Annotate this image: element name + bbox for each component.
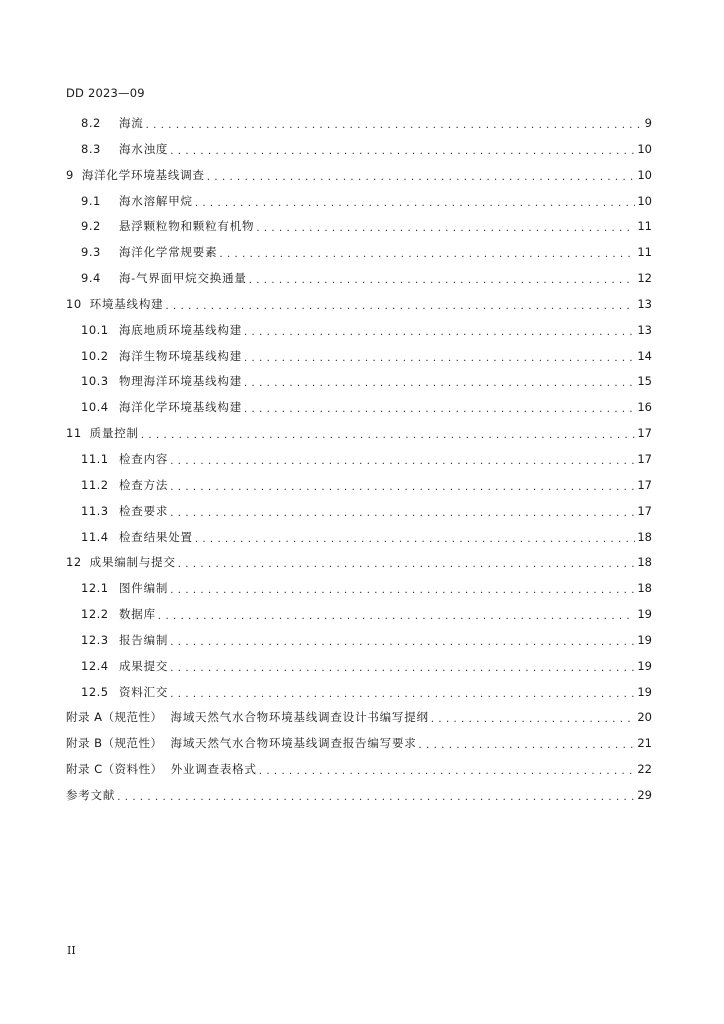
toc-dot-leader [419, 737, 636, 749]
toc-entry-title: 数据库 [119, 607, 156, 622]
toc-entry-number: 11.1 [81, 451, 109, 466]
toc-entry[interactable] [66, 218, 652, 244]
toc-entry-page: 9 [644, 116, 652, 130]
toc-entry-number: 10 [66, 296, 82, 311]
toc-entry[interactable] [66, 399, 652, 425]
toc-dot-leader [431, 711, 636, 723]
toc-entry-title: 检查要求 [119, 503, 169, 518]
toc-entry-page: 17 [637, 477, 652, 492]
toc-entry-title: 海洋化学环境基线调查 [81, 167, 205, 182]
toc-entry-number: 9.1 [81, 193, 101, 208]
toc-entry-title: 检查结果处置 [119, 529, 193, 544]
toc-entry[interactable] [66, 348, 652, 374]
toc-entry-title: 成果提交 [119, 658, 169, 673]
toc-entry-number: 12.4 [81, 658, 109, 673]
toc-entry-page: 17 [637, 426, 652, 441]
toc-entry[interactable] [66, 529, 652, 555]
toc-dot-leader [146, 117, 642, 129]
toc-entry-title: 质量控制 [89, 426, 139, 441]
toc-entry-page: 17 [637, 503, 652, 518]
toc-dot-leader [170, 634, 635, 646]
toc-entry[interactable] [66, 735, 652, 761]
toc-entry-page: 17 [637, 451, 652, 466]
toc-entry-page: 18 [637, 581, 652, 596]
toc-dot-leader [117, 789, 635, 801]
document-id: DD 2023—09 [66, 86, 145, 100]
toc-entry-page: 13 [637, 322, 652, 337]
toc-entry-number: 10.4 [81, 400, 109, 415]
toc-entry-number: 8.3 [81, 141, 101, 156]
toc-entry-page: 11 [637, 219, 652, 234]
toc-entry-number: 11.2 [81, 477, 109, 492]
toc-entry[interactable] [66, 244, 652, 270]
toc-entry[interactable] [66, 658, 652, 684]
toc-dot-leader [219, 246, 635, 258]
toc-entry-number: 11.3 [81, 503, 109, 518]
toc-entry[interactable] [66, 632, 652, 658]
toc-entry[interactable] [66, 425, 652, 451]
toc-entry[interactable] [66, 451, 652, 477]
toc-dot-leader [195, 531, 636, 543]
toc-dot-leader [207, 169, 636, 181]
toc-entry-page: 19 [637, 658, 652, 673]
toc-entry-page: 19 [637, 684, 652, 699]
toc-entry-title: 成果编制与提交 [89, 555, 176, 570]
toc-dot-leader [165, 298, 635, 310]
toc-entry-page: 12 [637, 271, 652, 286]
toc-entry-title: 图件编制 [119, 581, 169, 596]
toc-dot-leader [259, 763, 636, 775]
toc-entry-title: 海流 [119, 116, 144, 130]
toc-entry-page: 15 [637, 374, 652, 389]
toc-dot-leader [256, 220, 635, 232]
toc-entry-page: 13 [637, 296, 652, 311]
toc-entry-page: 29 [637, 787, 652, 802]
toc-entry-number: 11 [66, 426, 82, 441]
toc-entry-number: 附录 B（规范性） [66, 736, 163, 751]
toc-entry-page: 14 [637, 348, 652, 363]
toc-entry[interactable] [66, 270, 652, 296]
toc-entry[interactable] [66, 115, 652, 141]
toc-entry-number: 10.3 [81, 374, 109, 389]
toc-entry[interactable] [66, 322, 652, 348]
toc-entry-number: 12.2 [81, 607, 109, 622]
toc-entry-title: 海水浊度 [119, 141, 169, 156]
toc-entry-title: 参考文献 [66, 787, 116, 802]
toc-entry-page: 22 [637, 762, 652, 777]
toc-dot-leader [195, 195, 636, 207]
toc-entry-number: 11.4 [81, 529, 109, 544]
toc-entry-title: 检查方法 [119, 477, 169, 492]
toc-entry-page: 18 [637, 529, 652, 544]
toc-dot-leader [249, 272, 636, 284]
toc-dot-leader [244, 324, 635, 336]
toc-dot-leader [244, 375, 635, 387]
toc-dot-leader [141, 427, 636, 439]
toc-entry-page: 11 [637, 245, 652, 260]
toc-entry-number: 10.2 [81, 348, 109, 363]
toc-entry[interactable] [66, 787, 652, 813]
toc-entry-page: 16 [637, 400, 652, 415]
toc-entry-page: 20 [637, 710, 652, 725]
toc-entry-title: 检查内容 [119, 451, 169, 466]
toc-entry[interactable] [66, 761, 652, 787]
toc-entry-title: 海洋化学常规要素 [119, 245, 218, 260]
toc-entry-title: 海洋生物环境基线构建 [119, 348, 242, 363]
toc-entry-title: 悬浮颗粒物和颗粒有机物 [119, 219, 255, 234]
toc-entry[interactable] [66, 477, 652, 503]
toc-entry-page: 10 [637, 167, 652, 182]
toc-entry-page: 21 [637, 736, 652, 751]
toc-entry-title: 报告编制 [119, 632, 169, 647]
table-of-contents [66, 115, 652, 813]
toc-entry[interactable] [66, 503, 652, 529]
toc-entry-title: 海域天然气水合物环境基线调查设计书编写提纲 [170, 710, 429, 725]
toc-entry-number: 9 [66, 167, 74, 182]
toc-entry-number: 附录 A（规范性） [66, 710, 163, 725]
toc-dot-leader [170, 582, 635, 594]
toc-entry-page: 10 [637, 193, 652, 208]
toc-dot-leader [158, 608, 635, 620]
toc-entry-title: 海洋化学环境基线构建 [119, 400, 242, 415]
toc-entry[interactable] [66, 141, 652, 167]
toc-entry[interactable] [66, 684, 652, 710]
toc-entry-number: 9.2 [81, 219, 101, 234]
toc-entry-number: 12.3 [81, 632, 109, 647]
toc-dot-leader [170, 505, 635, 517]
toc-entry-title: 海域天然气水合物环境基线调查报告编写要求 [170, 736, 417, 751]
toc-dot-leader [170, 143, 635, 155]
toc-entry-number: 附录 C（资料性） [66, 762, 163, 777]
toc-entry-title: 物理海洋环境基线构建 [119, 374, 242, 389]
toc-entry[interactable] [66, 167, 652, 193]
toc-entry-title: 海-气界面甲烷交换通量 [119, 271, 247, 286]
toc-entry-title: 海水溶解甲烷 [119, 193, 193, 208]
toc-entry-number: 8.2 [81, 116, 101, 130]
toc-entry[interactable] [66, 554, 652, 580]
toc-entry-number: 12.5 [81, 684, 109, 699]
toc-entry[interactable] [66, 606, 652, 632]
toc-entry-title: 资料汇交 [119, 684, 169, 699]
toc-entry-title: 环境基线构建 [89, 296, 164, 311]
toc-entry[interactable] [66, 709, 652, 735]
toc-entry-page: 18 [637, 555, 652, 570]
toc-entry[interactable] [66, 580, 652, 606]
toc-dot-leader [170, 686, 635, 698]
toc-dot-leader [244, 350, 635, 362]
page-number: II [67, 944, 76, 957]
toc-entry[interactable] [66, 373, 652, 399]
toc-dot-leader [170, 453, 635, 465]
toc-entry-number: 12.1 [81, 581, 109, 596]
toc-entry-page: 19 [637, 607, 652, 622]
toc-entry-number: 10.1 [81, 322, 109, 337]
toc-entry-page: 10 [637, 141, 652, 156]
toc-entry-title: 海底地质环境基线构建 [119, 322, 242, 337]
toc-dot-leader [170, 479, 635, 491]
toc-dot-leader [178, 556, 636, 568]
toc-entry-number: 9.4 [81, 271, 101, 286]
toc-dot-leader [170, 660, 635, 672]
toc-entry-number: 9.3 [81, 245, 101, 260]
toc-entry-page: 19 [637, 632, 652, 647]
toc-entry[interactable] [66, 296, 652, 322]
toc-entry-title: 外业调查表格式 [170, 762, 257, 777]
toc-dot-leader [244, 401, 635, 413]
toc-entry[interactable] [66, 193, 652, 219]
toc-entry-number: 12 [66, 555, 82, 570]
